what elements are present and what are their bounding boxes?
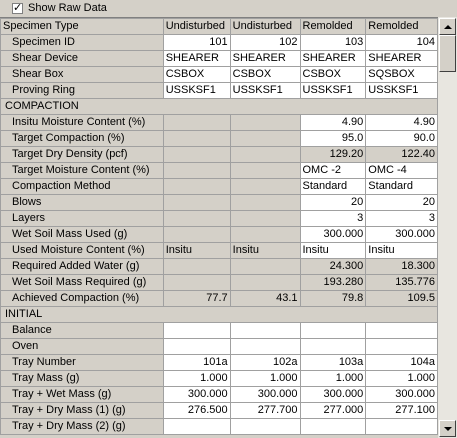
table-cell[interactable]: 102a bbox=[230, 355, 300, 371]
table-cell[interactable]: 90.0 bbox=[366, 131, 438, 147]
table-cell[interactable]: 277.000 bbox=[300, 403, 366, 419]
table-cell[interactable]: SQSBOX bbox=[366, 67, 438, 83]
table-cell[interactable]: SHEARER bbox=[300, 51, 366, 67]
table-cell[interactable]: SHEARER bbox=[163, 51, 230, 67]
table-row bbox=[1, 291, 438, 307]
show-raw-data-label[interactable]: Show Raw Data bbox=[28, 2, 107, 14]
row-label: Tray + Dry Mass (2) (g) bbox=[1, 419, 164, 435]
table-cell[interactable] bbox=[300, 323, 366, 339]
table-row bbox=[1, 243, 438, 259]
table-cell[interactable]: 101a bbox=[163, 355, 230, 371]
section-header: INITIAL bbox=[1, 307, 438, 323]
vertical-scrollbar[interactable] bbox=[438, 17, 457, 438]
table-cell bbox=[230, 227, 300, 243]
table-row bbox=[1, 35, 438, 51]
table-cell bbox=[163, 147, 230, 163]
table-cell bbox=[163, 227, 230, 243]
table-row bbox=[1, 83, 438, 99]
row-label: Balance bbox=[1, 323, 164, 339]
table-cell[interactable]: 20 bbox=[300, 195, 366, 211]
table-cell: 43.1 bbox=[230, 291, 300, 307]
row-label: Tray + Wet Mass (g) bbox=[1, 387, 164, 403]
header-specimen-column: Undisturbed bbox=[163, 19, 230, 35]
table-row bbox=[1, 259, 438, 275]
table-cell bbox=[230, 259, 300, 275]
row-label: Target Compaction (%) bbox=[1, 131, 164, 147]
table-cell[interactable] bbox=[230, 323, 300, 339]
table-cell[interactable] bbox=[163, 419, 230, 435]
table-cell[interactable]: 1.000 bbox=[230, 371, 300, 387]
table-cell[interactable]: Standard bbox=[366, 179, 438, 195]
table-cell[interactable] bbox=[366, 339, 438, 355]
row-label: Layers bbox=[1, 211, 164, 227]
table-cell[interactable]: 101 bbox=[163, 35, 230, 51]
table-cell bbox=[163, 115, 230, 131]
table-cell[interactable]: 95.0 bbox=[300, 131, 366, 147]
scroll-down-button[interactable] bbox=[439, 420, 456, 437]
table-row bbox=[1, 115, 438, 131]
table-cell[interactable]: 300.000 bbox=[300, 227, 366, 243]
table-cell[interactable] bbox=[230, 419, 300, 435]
table-cell: 122.40 bbox=[366, 147, 438, 163]
table-cell[interactable]: 300.000 bbox=[366, 227, 438, 243]
table-cell[interactable]: 277.700 bbox=[230, 403, 300, 419]
table-cell[interactable]: USSKSF1 bbox=[230, 83, 300, 99]
table-cell[interactable]: 1.000 bbox=[163, 371, 230, 387]
table-row bbox=[1, 371, 438, 387]
table-cell[interactable]: 4.90 bbox=[300, 115, 366, 131]
arrow-up-icon bbox=[444, 25, 452, 29]
table-row bbox=[1, 419, 438, 435]
table-cell bbox=[230, 131, 300, 147]
arrow-down-icon bbox=[444, 427, 452, 431]
row-label: Wet Soil Mass Required (g) bbox=[1, 275, 164, 291]
section-row bbox=[1, 307, 438, 323]
table-cell[interactable]: 1.000 bbox=[300, 371, 366, 387]
table-cell[interactable]: 1.000 bbox=[366, 371, 438, 387]
row-label: Insitu Moisture Content (%) bbox=[1, 115, 164, 131]
table-cell: Insitu bbox=[163, 243, 230, 259]
table-cell[interactable]: USSKSF1 bbox=[366, 83, 438, 99]
table-row bbox=[1, 403, 438, 419]
table-cell[interactable]: 276.500 bbox=[163, 403, 230, 419]
scroll-up-button[interactable] bbox=[439, 18, 456, 35]
table-cell bbox=[163, 275, 230, 291]
table-cell[interactable]: 3 bbox=[366, 211, 438, 227]
row-label: Compaction Method bbox=[1, 179, 164, 195]
table-cell[interactable] bbox=[366, 419, 438, 435]
table-cell[interactable]: 4.90 bbox=[366, 115, 438, 131]
table-cell[interactable]: 102 bbox=[230, 35, 300, 51]
toolbar bbox=[0, 0, 457, 17]
table-cell[interactable]: CSBOX bbox=[300, 67, 366, 83]
section-header: COMPACTION bbox=[1, 99, 438, 115]
show-raw-data-checkbox[interactable] bbox=[12, 3, 23, 14]
table-cell[interactable]: CSBOX bbox=[163, 67, 230, 83]
table-cell bbox=[163, 163, 230, 179]
row-label: Shear Box bbox=[1, 67, 164, 83]
table-cell[interactable]: Insitu bbox=[366, 243, 438, 259]
table-cell bbox=[230, 179, 300, 195]
table-cell[interactable]: SHEARER bbox=[366, 51, 438, 67]
row-label: Blows bbox=[1, 195, 164, 211]
table-cell bbox=[230, 275, 300, 291]
table-cell[interactable]: 300.000 bbox=[163, 387, 230, 403]
table-cell bbox=[230, 211, 300, 227]
row-label: Achieved Compaction (%) bbox=[1, 291, 164, 307]
table-cell bbox=[230, 163, 300, 179]
row-label: Oven bbox=[1, 339, 164, 355]
table-row bbox=[1, 179, 438, 195]
table-cell[interactable]: Insitu bbox=[300, 243, 366, 259]
table-row bbox=[1, 355, 438, 371]
row-label: Target Moisture Content (%) bbox=[1, 163, 164, 179]
table-row bbox=[1, 51, 438, 67]
header-specimen-column: Remolded bbox=[300, 19, 366, 35]
table-cell[interactable]: OMC -2 bbox=[300, 163, 366, 179]
table-row bbox=[1, 131, 438, 147]
table-cell[interactable]: 300.000 bbox=[300, 387, 366, 403]
table-cell bbox=[163, 179, 230, 195]
table-cell[interactable]: USSKSF1 bbox=[163, 83, 230, 99]
table-cell bbox=[230, 147, 300, 163]
table-cell bbox=[163, 211, 230, 227]
row-label: Tray Number bbox=[1, 355, 164, 371]
table-cell: 79.8 bbox=[300, 291, 366, 307]
table-cell bbox=[230, 115, 300, 131]
header-row bbox=[1, 19, 438, 35]
table-row bbox=[1, 275, 438, 291]
table-cell[interactable]: 277.100 bbox=[366, 403, 438, 419]
header-specimen-column: Remolded bbox=[366, 19, 438, 35]
checkmark-icon: ✓ bbox=[13, 1, 23, 14]
table-cell: 18.300 bbox=[366, 259, 438, 275]
row-label: Target Dry Density (pcf) bbox=[1, 147, 164, 163]
table-cell[interactable] bbox=[366, 323, 438, 339]
table-row bbox=[1, 339, 438, 355]
table-cell[interactable] bbox=[300, 339, 366, 355]
table-cell[interactable]: 103a bbox=[300, 355, 366, 371]
table-row bbox=[1, 227, 438, 243]
row-label: Tray Mass (g) bbox=[1, 371, 164, 387]
header-specimen-column: Undisturbed bbox=[230, 19, 300, 35]
table-cell bbox=[163, 259, 230, 275]
row-label: Required Added Water (g) bbox=[1, 259, 164, 275]
row-label: Specimen ID bbox=[1, 35, 164, 51]
section-row bbox=[1, 99, 438, 115]
header-specimen-type: Specimen Type bbox=[1, 19, 164, 35]
row-label: Tray + Dry Mass (1) (g) bbox=[1, 403, 164, 419]
table-cell[interactable]: USSKSF1 bbox=[300, 83, 366, 99]
table-cell: 77.7 bbox=[163, 291, 230, 307]
table-row bbox=[1, 147, 438, 163]
scrollbar-thumb[interactable] bbox=[439, 35, 456, 72]
table-cell: Insitu bbox=[230, 243, 300, 259]
table-cell bbox=[230, 195, 300, 211]
table-cell[interactable] bbox=[163, 323, 230, 339]
table-cell: 135.776 bbox=[366, 275, 438, 291]
table-cell[interactable]: 103 bbox=[300, 35, 366, 51]
table-row bbox=[1, 387, 438, 403]
row-label: Shear Device bbox=[1, 51, 164, 67]
table-cell[interactable]: 3 bbox=[300, 211, 366, 227]
table-cell[interactable] bbox=[163, 339, 230, 355]
table-row bbox=[1, 163, 438, 179]
table-cell[interactable] bbox=[300, 419, 366, 435]
table-row bbox=[1, 195, 438, 211]
table-cell[interactable]: OMC -4 bbox=[366, 163, 438, 179]
table-cell[interactable]: Standard bbox=[300, 179, 366, 195]
table-cell[interactable]: 300.000 bbox=[230, 387, 300, 403]
table-cell[interactable]: SHEARER bbox=[230, 51, 300, 67]
row-label: Used Moisture Content (%) bbox=[1, 243, 164, 259]
row-label: Wet Soil Mass Used (g) bbox=[1, 227, 164, 243]
table-cell[interactable]: 20 bbox=[366, 195, 438, 211]
row-label: Proving Ring bbox=[1, 83, 164, 99]
table-cell bbox=[163, 195, 230, 211]
table-cell: 129.20 bbox=[300, 147, 366, 163]
table-cell[interactable]: 300.000 bbox=[366, 387, 438, 403]
table-cell bbox=[163, 131, 230, 147]
table-cell: 193.280 bbox=[300, 275, 366, 291]
specimen-table bbox=[0, 18, 438, 435]
table-row bbox=[1, 67, 438, 83]
table-row bbox=[1, 211, 438, 227]
table-cell[interactable]: CSBOX bbox=[230, 67, 300, 83]
table-cell[interactable]: 104a bbox=[366, 355, 438, 371]
table-cell: 24.300 bbox=[300, 259, 366, 275]
table-row bbox=[1, 323, 438, 339]
specimen-grid bbox=[0, 17, 438, 438]
table-cell[interactable] bbox=[230, 339, 300, 355]
table-cell: 109.5 bbox=[366, 291, 438, 307]
table-cell[interactable]: 104 bbox=[366, 35, 438, 51]
